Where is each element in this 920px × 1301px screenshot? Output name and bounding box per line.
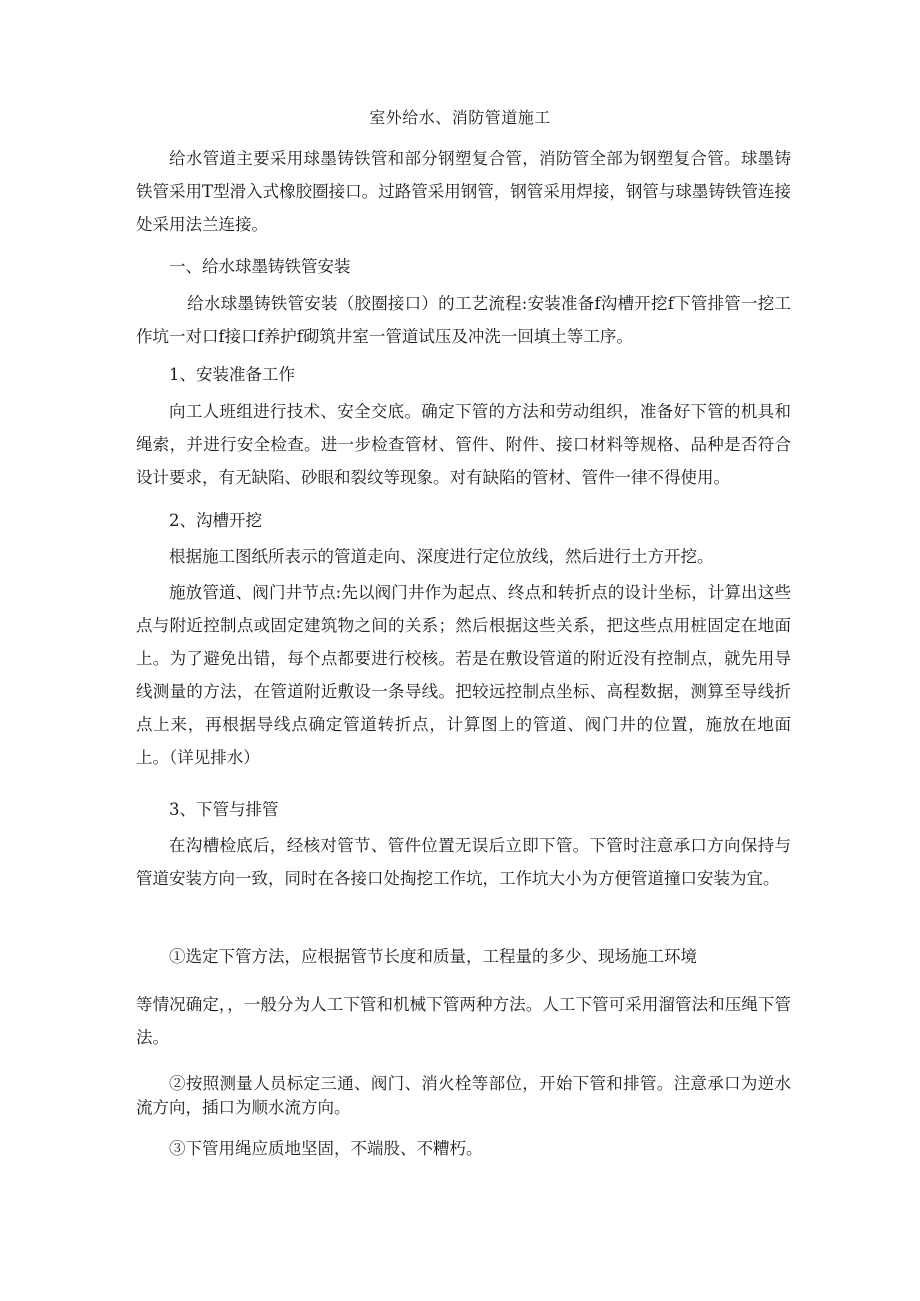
paragraph-node-setting: 施放管道、阀门井节点:先以阀门井作为起点、终点和转折点的设计坐标，计算出这些点与附近控制点或固定建筑物之间的关系；然后根据这些关系，把这些点用桩固定在地面上。为了避免出错，每个点都要进行校核。若是在敷设管道的附近没有控制点，就先用导线测量的方法，在管道附近敷设一条导线。把较远控制点坐标、高程数据，测算至导线折点上来，再根据导线点确定管道转折点，计算图上的管道、阀门井的位置，施放在地面上。（详见排水） xyxy=(136,583,791,767)
subsection-heading-2: 2、沟槽开挖 xyxy=(169,511,262,530)
paragraph-preparation: 向工人班组进行技术、安全交底。确定下管的方法和劳动组织，准备好下管的机具和绳索，并进行安全检查。进一步检查管材、管件、附件、接口材料等规格、品种是否符合设计要求，有无缺陷、砂眼和裂纹等现象。对有缺陷的管材、管件一律不得使用。 xyxy=(136,402,791,487)
paragraph-process-flow: 给水球墨铸铁管安装（胶圈接口）的工艺流程:安装准备f沟槽开挖f下管排管一挖工作坑一对口f接口f养护f砌筑井室一管道试压及冲洗一回填土等工序。 xyxy=(136,294,791,346)
list-item-1: ①选定下管方法，应根据管节长度和质量，工程量的多少、现场施工环境 xyxy=(169,947,697,966)
document-title: 室外给水、消防管道施工 xyxy=(369,108,551,127)
list-item-1-continued: 等情况确定，，一般分为人工下管和机械下管两种方法。人工下管可采用溜管法和压绳下管法。 xyxy=(136,995,791,1047)
paragraph-intro: 给水管道主要采用球墨铸铁管和部分钢塑复合管，消防管全部为钢塑复合管。球墨铸铁管采用T型滑入式橡胶圈接口。过路管采用钢管，钢管采用焊接，钢管与球墨铸铁管连接处采用法兰连接。 xyxy=(136,149,791,234)
subsection-heading-3: 3、下管与排管 xyxy=(169,800,279,819)
paragraph-lowering: 在沟槽检底后，经核对管节、管件位置无误后立即下管。下管时注意承口方向保持与管道安装方向一致，同时在各接口处掏挖工作坑，工作坑大小为方便管道撞口安装为宜。 xyxy=(136,836,791,888)
list-item-3: ③下管用绳应质地坚固，不端股、不糟朽。 xyxy=(169,1139,483,1158)
section-heading-1: 一、给水球墨铸铁管安装 xyxy=(169,257,351,276)
subsection-heading-1: 1、安装准备工作 xyxy=(169,365,295,384)
list-item-2: ②按照测量人员标定三通、阀门、消火栓等部位，开始下管和排管。注意承口为逆水流方向，插口为顺水流方向。 xyxy=(136,1074,791,1117)
paragraph-trench-layout: 根据施工图纸所表示的管道走向、深度进行定位放线，然后进行土方开挖。 xyxy=(169,547,714,566)
